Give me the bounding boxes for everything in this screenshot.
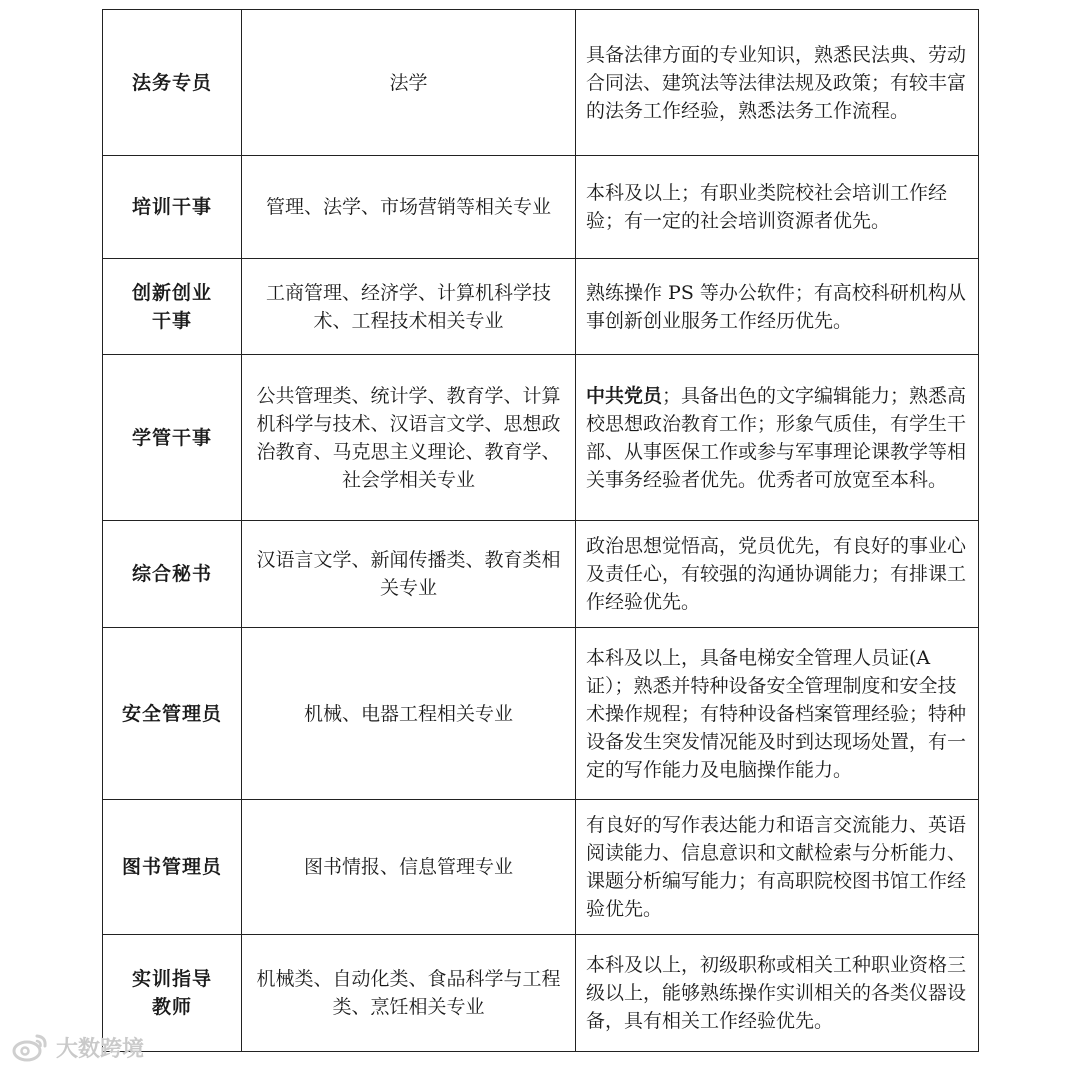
position-title: 法务专员 xyxy=(103,10,242,156)
position-title: 培训干事 xyxy=(103,156,242,259)
table-row xyxy=(103,355,979,521)
position-title: 创新创业干事 xyxy=(103,259,242,355)
requirement-text: ；具备出色的文字编辑能力；熟悉高校思想政治教育工作；形象气质佳，有学生干部、从事医保工作或参与军事理论课教学等相关事务经验者优先。优秀者可放宽至本科。 xyxy=(586,384,967,491)
requirement-text: 熟练操作 PS 等办公软件；有高校科研机构从事创新创业服务工作经历优先。 xyxy=(586,281,966,332)
qualification-requirement xyxy=(576,156,979,259)
qualification-requirement xyxy=(576,935,979,1052)
watermark xyxy=(10,1030,144,1064)
position-title: 安全管理员 xyxy=(103,628,242,800)
major-requirement: 图书情报、信息管理专业 xyxy=(242,800,576,935)
position-title: 图书管理员 xyxy=(103,800,242,935)
weibo-logo-icon xyxy=(10,1032,50,1062)
position-title: 学管干事 xyxy=(103,355,242,521)
table-row xyxy=(103,259,979,355)
table-row xyxy=(103,935,979,1052)
qualification-requirement xyxy=(576,800,979,935)
qualification-requirement xyxy=(576,259,979,355)
requirement-text: 有良好的写作表达能力和语言交流能力、英语阅读能力、信息意识和文献检索与分析能力、课题分析编写能力；有高职院校图书馆工作经验优先。 xyxy=(586,814,967,920)
major-requirement: 汉语言文学、新闻传播类、教育类相关专业 xyxy=(242,521,576,628)
requirement-text: 具备法律方面的专业知识，熟悉民法典、劳动合同法、建筑法等法律法规及政策；有较丰富的法务工作经验，熟悉法务工作流程。 xyxy=(586,43,967,122)
table-row xyxy=(103,10,979,156)
requirement-text: 本科及以上，初级职称或相关工种职业资格三级以上，能够熟练操作实训相关的各类仪器设备，具有相关工作经验优先。 xyxy=(586,954,967,1032)
major-requirement: 机械类、自动化类、食品科学与工程类、烹饪相关专业 xyxy=(242,935,576,1052)
qualification-requirement xyxy=(576,628,979,800)
table-row xyxy=(103,628,979,800)
position-title: 实训指导教师 xyxy=(103,935,242,1052)
requirement-text: 政治思想觉悟高，党员优先，有良好的事业心及责任心，有较强的沟通协调能力；有排课工作经验优先。 xyxy=(586,535,967,613)
watermark-text: 大数跨境 xyxy=(56,1036,145,1062)
job-requirements-table xyxy=(102,9,979,1052)
requirement-bold-prefix: 中共党员 xyxy=(586,384,663,407)
major-requirement: 管理、法学、市场营销等相关专业 xyxy=(242,156,576,259)
major-requirement: 机械、电器工程相关专业 xyxy=(242,628,576,800)
requirement-text: 本科及以上；有职业类院校社会培训工作经验；有一定的社会培训资源者优先。 xyxy=(586,182,948,232)
table-row xyxy=(103,800,979,935)
qualification-requirement xyxy=(576,521,979,628)
qualification-requirement xyxy=(576,355,979,521)
major-requirement: 工商管理、经济学、计算机科学技术、工程技术相关专业 xyxy=(242,259,576,355)
major-requirement: 公共管理类、统计学、教育学、计算机科学与技术、汉语言文学、思想政治教育、马克思主义理论、教育学、社会学相关专业 xyxy=(242,355,576,521)
position-title: 综合秘书 xyxy=(103,521,242,628)
major-requirement: 法学 xyxy=(242,10,576,156)
requirement-text: 本科及以上，具备电梯安全管理人员证(A证）；熟悉并特种设备安全管理制度和安全技术操作规程；有特种设备档案管理经验；特种设备发生突发情况能及时到达现场处置，有一定的写作能力及电脑操作能力。 xyxy=(586,646,967,781)
qualification-requirement xyxy=(576,10,979,156)
table-row xyxy=(103,521,979,628)
table-row xyxy=(103,156,979,259)
